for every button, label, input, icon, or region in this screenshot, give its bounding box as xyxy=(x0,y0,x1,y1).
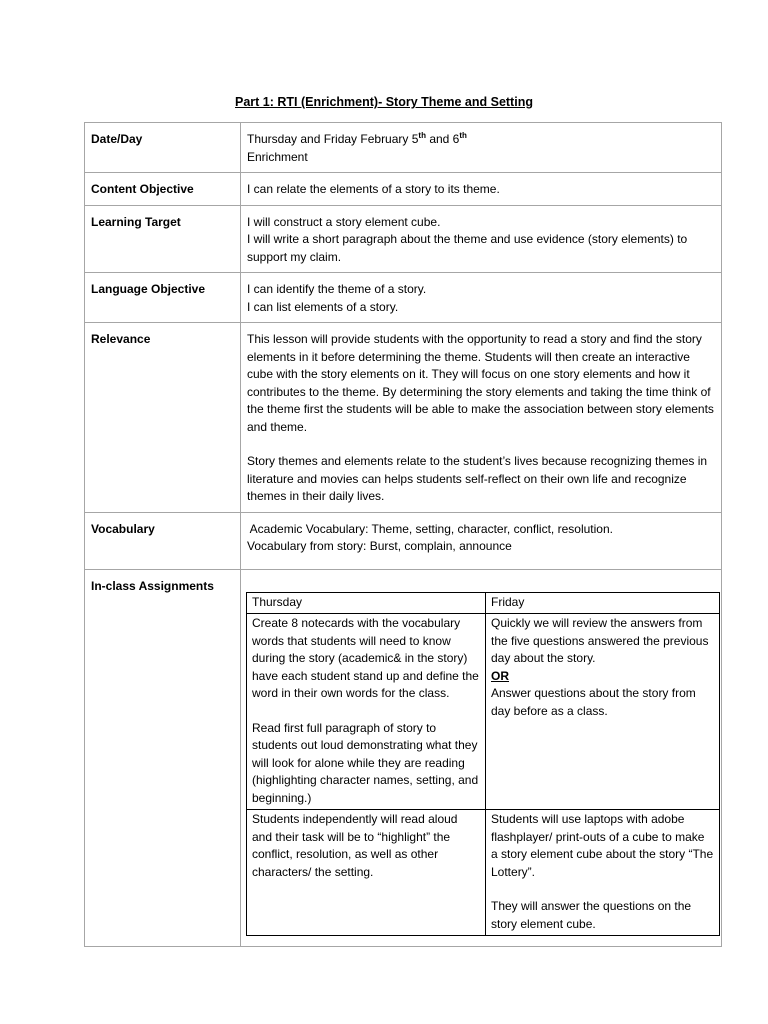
language-objective-line-2: I can list elements of a story. xyxy=(247,299,399,314)
relevance-label: Relevance xyxy=(85,323,241,513)
date-day-cell xyxy=(241,123,722,173)
content-objective-label: Content Objective xyxy=(85,173,241,206)
lesson-plan-table xyxy=(84,122,722,947)
paragraph-gap xyxy=(252,703,480,720)
assignments-row-2 xyxy=(247,810,720,936)
date-text-pre: Thursday and Friday February 5 xyxy=(247,132,419,146)
date-text-mid: and 6 xyxy=(425,132,460,146)
learning-target-line-1: I will construct a story element cube. xyxy=(247,214,441,229)
friday-1-paragraph-2: Answer questions about the story from day before as a class. xyxy=(491,686,696,718)
paragraph-gap xyxy=(491,881,714,898)
date-day-label: Date/Day xyxy=(85,123,241,173)
learning-target-line-2: I will write a short paragraph about the theme and use evidence (story elements) to support my claim. xyxy=(247,232,688,264)
friday-2-paragraph-2: They will answer the questions on the story element cube. xyxy=(491,899,692,931)
row-content-objective xyxy=(85,173,722,206)
date-sup-2: th xyxy=(459,131,467,140)
friday-1-or: OR xyxy=(491,668,509,683)
friday-cell-1 xyxy=(486,614,720,810)
learning-target-cell xyxy=(241,205,722,273)
assignments-cell xyxy=(241,569,722,947)
header-friday: Friday xyxy=(486,592,720,614)
row-language-objective xyxy=(85,273,722,323)
thursday-1-paragraph-2: Read first full paragraph of story to students out loud demonstrating what they will look for alone while they are reading (highlighting character names, setting, and beginning.) xyxy=(252,720,479,805)
vocabulary-cell xyxy=(241,512,722,569)
language-objective-label: Language Objective xyxy=(85,273,241,323)
relevance-paragraph-2: Story themes and elements relate to the student’s lives because recognizing themes in literature and movies can helps students self-reflect on their own life and recognize themes in their daily lives. xyxy=(247,454,708,503)
paragraph-gap xyxy=(247,436,715,453)
friday-2-paragraph-1: Students will use laptops with adobe flashplayer/ print-outs of a cube to make a story element cube about the story “The Lottery”. xyxy=(491,812,714,879)
row-vocabulary xyxy=(85,512,722,569)
row-relevance xyxy=(85,323,722,513)
content-objective-text: I can relate the elements of a story to its theme. xyxy=(241,173,722,206)
header-thursday: Thursday xyxy=(247,592,486,614)
vocabulary-line-2: Vocabulary from story: Burst, complain, announce xyxy=(247,539,512,553)
language-objective-cell xyxy=(241,273,722,323)
relevance-cell xyxy=(241,323,722,513)
date-sup-1: th xyxy=(418,131,426,140)
vocabulary-line-1: Academic Vocabulary: Theme, setting, character, conflict, resolution. xyxy=(247,521,613,536)
row-date-day xyxy=(85,123,722,173)
thursday-cell-2 xyxy=(247,810,486,936)
assignments-table xyxy=(246,592,720,937)
relevance-paragraph-1: This lesson will provide students with the opportunity to read a story and find the story elements in it before determining the theme. Students will then create an interactive cube with the story elements on it. They will focus on one story elements and how it contributes to the theme. By determining the story elements and taking the time think of the theme first the students will be able to make the association between story elements and theme. xyxy=(247,332,714,434)
language-objective-line-1: I can identify the theme of a story. xyxy=(247,282,427,296)
friday-cell-2 xyxy=(486,810,720,936)
date-line xyxy=(247,131,715,149)
row-learning-target xyxy=(85,205,722,273)
page-title: Part 1: RTI (Enrichment)- Story Theme and Setting xyxy=(235,95,533,109)
assignments-label: In-class Assignments xyxy=(85,569,241,947)
vocabulary-label: Vocabulary xyxy=(85,512,241,569)
thursday-2-paragraph: Students independently will read aloud and their task will be to “highlight” the conflict, resolution, as well as other characters/ the setting. xyxy=(252,812,458,879)
thursday-1-paragraph-1: Create 8 notecards with the vocabulary words that students will need to know during the story (academic& in the story) have each student stand up and define the word in their own words for the class. xyxy=(252,616,479,700)
learning-target-label: Learning Target xyxy=(85,205,241,273)
thursday-cell-1 xyxy=(247,614,486,810)
friday-1-paragraph-1: Quickly we will review the answers from the five questions answered the previous day about the story. xyxy=(491,616,709,665)
assignments-header-row xyxy=(247,592,720,614)
date-line-2: Enrichment xyxy=(247,149,308,164)
row-in-class-assignments xyxy=(85,569,722,947)
assignments-row-1 xyxy=(247,614,720,810)
